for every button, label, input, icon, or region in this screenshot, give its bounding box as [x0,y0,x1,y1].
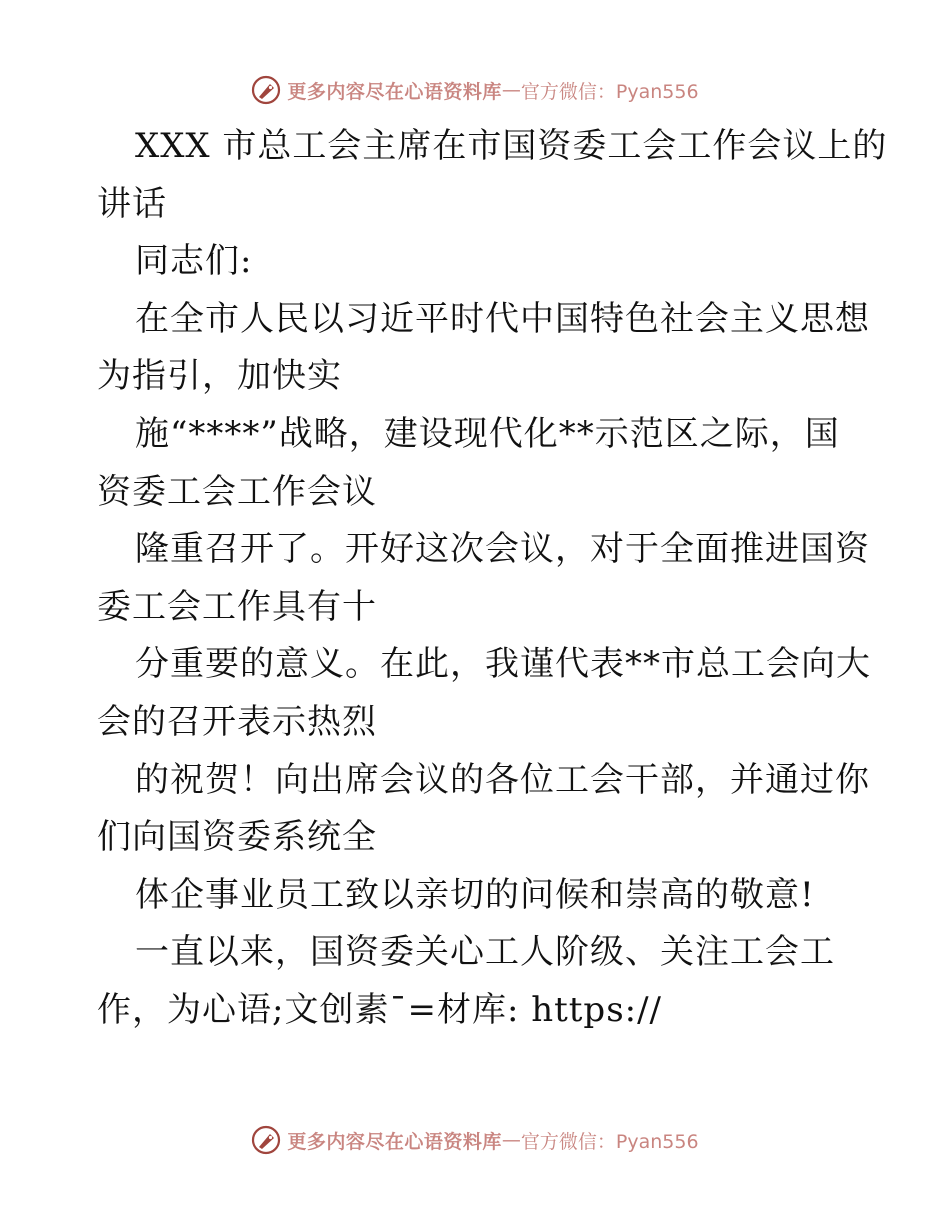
banner-wechat-text: 官方微信：Pyan556 [520,1130,699,1153]
body-line: 在全市人民以习近平时代中国特色社会主义思想 [135,298,870,339]
title-line-1: XXX 市总工会主席在市国资委工会工作会议上的 [135,126,888,166]
body-line: 们向国资委系统全 [97,817,377,858]
body-line: 体企事业员工致以亲切的问候和崇高的敬意! [135,874,815,915]
body-line: 分重要的意义。在此，我谨代表**市总工会向大 [135,644,871,685]
body-line: 一直以来，国资委关心工人阶级、关注工会工 [135,932,835,973]
pen-nib-logo-icon [251,75,281,105]
header-watermark-banner [0,70,950,110]
pen-nib-logo-icon [251,1125,281,1155]
body-line: 为指引，加快实 [97,356,342,397]
salutation: 同志们: [135,241,253,282]
body-line: 委工会工作具有十 [97,586,377,627]
footer-watermark-banner [0,1120,950,1160]
document-body [97,118,888,1040]
banner-dash: — [501,1129,521,1151]
title-line-2: 讲话 [97,183,167,224]
body-line: 施“****”战略，建设现代化**示范区之际，国 [135,413,840,454]
body-line: 会的召开表示热烈 [97,701,377,742]
body-line: 的祝贺！向出席会议的各位工会干部，并通过你 [135,759,870,800]
body-line: 隆重召开了。开好这次会议，对于全面推进国资 [135,529,870,570]
banner-wechat-text: 官方微信：Pyan556 [520,80,699,103]
banner-dash: — [501,79,521,101]
banner-site-text: 更多内容尽在心语资料库 [287,80,502,103]
body-line: 资委工会工作会议 [97,471,377,512]
banner-site-text: 更多内容尽在心语资料库 [287,1130,502,1153]
body-line: 作，为心语;文创素¯=材库: https:// [97,989,663,1030]
